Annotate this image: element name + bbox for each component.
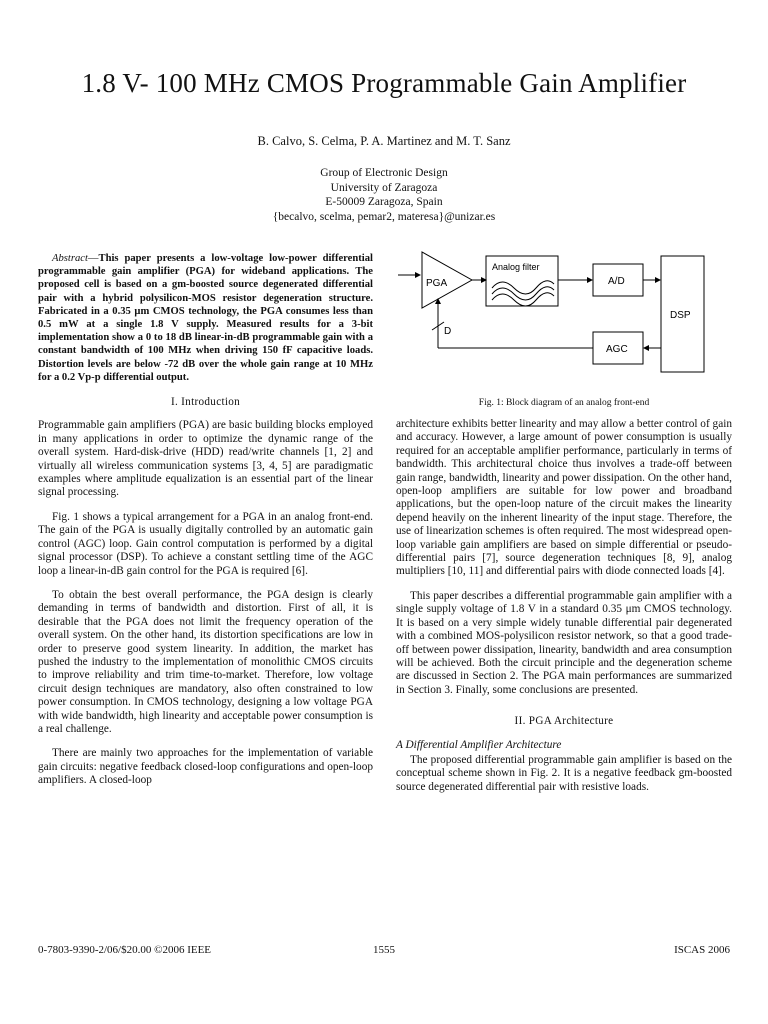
abstract bbox=[38, 252, 373, 384]
affiliation-line: University of Zaragoza bbox=[330, 181, 438, 194]
right-column bbox=[396, 418, 732, 805]
subsection-heading: A Differential Amplifier Architecture bbox=[396, 738, 562, 751]
footer-venue: ISCAS 2006 bbox=[674, 944, 730, 956]
page-number: 1555 bbox=[373, 944, 395, 956]
abstract-label: Abstract bbox=[52, 253, 88, 264]
paragraph: This paper describes a differential programmable gain amplifier with a single supply voltage of 1.8 V in a standard 0.35 μm CMOS technology. It is based on a very simple widely tunable differential pair degenerated with a combined MOS-polysilicon resistor network, so that a good trade-off between power dissipation, linearity, bandwidth and area consumption will be achieved. Both the circuit principle and the degeneration scheme are discussed in Section 2. The PGA main performances are summarized in Section 3. Finally, some conclusions are presented. bbox=[396, 589, 732, 696]
dsp-label: DSP bbox=[670, 310, 691, 321]
block-diagram-figure bbox=[398, 250, 730, 390]
paragraph: Fig. 1 shows a typical arrangement for a PGA in an analog front-end. The gain of the PGA is usually digitally controlled by an automatic gain control (AGC) loop. Gain control computation is performed by a digital signal processor (DSP). To achieve a constant settling time of the AGC loop a linear-in-dB gain control for the PGA is required [6]. bbox=[38, 510, 373, 577]
paragraph: To obtain the best overall performance, the PGA design is clearly demanding in terms of bandwidth and distortion. First of all, it is desirable that the PGA does not limit the frequency operation of the overall system. On the other hand, its distortion specifications are low in order to preserve good system linearity. In addition, the market has pushed the industry to the implementation of monolithic CMOS circuits to improve reliability and trim time-to-market. Therefore, low voltage circuit design techniques are mandatory, also often constrained to low power consumption. In CMOS technology, designing a low voltage PGA with wide bandwidth, high linearity and acceptable power consumption is a real challenge. bbox=[38, 588, 373, 735]
affiliation-line: Group of Electronic Design bbox=[320, 167, 448, 179]
authors: B. Calvo, S. Celma, P. A. Martinez and M. T. Sanz bbox=[257, 134, 511, 148]
section-heading-introduction: I. Introduction bbox=[170, 396, 241, 409]
abstract-dash: — bbox=[87, 253, 99, 264]
pga-label: PGA bbox=[426, 278, 448, 289]
affiliation-line: E-50009 Zaragoza, Spain bbox=[325, 196, 443, 208]
paragraph: The proposed differential programmable gain amplifier is based on the conceptual scheme shown in Fig. 2. It is a negative feedback gm-boosted source degenerated differential pair with resistive loads. bbox=[396, 753, 732, 793]
analog-filter-label: Analog filter bbox=[492, 262, 540, 272]
paper-title: 1.8 V- 100 MHz CMOS Programmable Gain Amplifier bbox=[81, 68, 687, 98]
agc-label: AGC bbox=[606, 344, 628, 355]
left-column bbox=[38, 252, 373, 799]
section-heading-architecture: II. PGA Architecture bbox=[514, 715, 614, 728]
affiliation bbox=[0, 166, 768, 224]
paragraph: There are mainly two approaches for the implementation of variable gain circuits: negative feedback closed-loop configurations and open-loop amplifiers. A closed-loop bbox=[38, 747, 373, 787]
footer-copyright: 0-7803-9390-2/06/$20.00 ©2006 IEEE bbox=[38, 944, 212, 956]
ad-label: A/D bbox=[608, 276, 625, 287]
paragraph: architecture exhibits better linearity and may allow a better control of gain and accuracy. However, a large amount of power consumption is usually required for an acceptable amplifier performance, particularly in terms of bandwidth. This architectural choice thus involves a trade-off between gain range, bandwidth, linearity and power dissipation. On the other hand, open-loop amplifiers are suitable for low power and broadband applications, but the open-loop nature of the circuit makes the linearity depend heavily on the inherent linearity of the input stage. Therefore, the use of linearization schemes is often required. The most widespread open-loop variable gain amplifiers are based on simple differential or pseudo-differential pairs [7], source degeneration techniques [8, 9], analog multipliers [10, 11] and differential pairs with diode connected loads [4]. bbox=[396, 418, 732, 578]
abstract-text: This paper presents a low-voltage low-power differential programmable gain amplifier (PGA) for wideband applications. The proposed cell is based on a gm-boosted source degenerated differential pair with a hybrid polysilicon-MOS resistor degeneration structure. Fabricated in a 0.35 μm CMOS technology, the PGA consumes less than 0.5 mW at a single 1.8 V supply. Measured results for a 3-bit implementation show a 0 to 18 dB linear-in-dB programmable gain with a constant bandwidth of 100 MHz when driving 150 fF capacitive loads. Distortion levels are below -72 dB over the whole gain range at 10 MHz for a 0.2 Vp-p differential output. bbox=[38, 253, 373, 383]
paragraph: Programmable gain amplifiers (PGA) are basic building blocks employed in many applications in order to optimize the dynamic range of the overall system. Hard-disk-drive (HDD) read/write channels [1, 2] and virtually all wireless communication systems [3, 4, 5] are paradigmatic examples where amplitude equalization is an essential part of the linear signal processing. bbox=[38, 419, 373, 499]
affiliation-emails: {becalvo, scelma, pemar2, materesa}@unizar.es bbox=[272, 210, 496, 223]
d-label: D bbox=[444, 326, 452, 337]
figure-caption: Fig. 1: Block diagram of an analog front-end bbox=[478, 398, 650, 408]
